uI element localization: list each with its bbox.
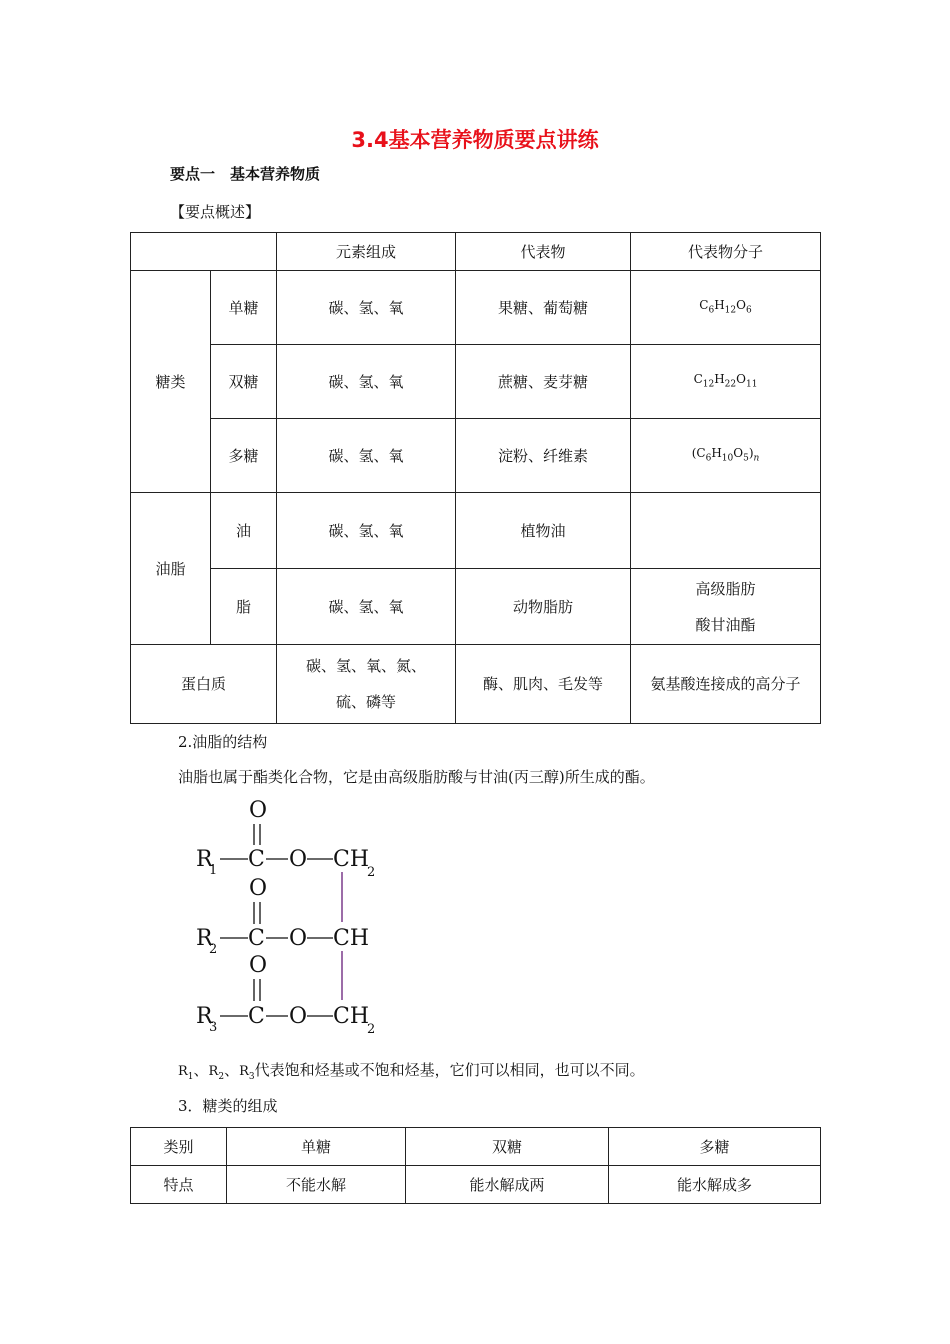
r-label: R: [208, 1064, 219, 1079]
table-row: [131, 493, 821, 569]
table-row: [131, 569, 821, 645]
rep-cell: 果糖、葡萄糖: [456, 271, 631, 345]
sub-cell: 双糖: [211, 345, 277, 419]
ch2-group: CH: [333, 1004, 370, 1029]
elements-cell: 碳、氢、氧: [277, 569, 456, 645]
r-note: [178, 1059, 645, 1082]
sub-cell: 油: [211, 493, 277, 569]
section-heading: 要点一 基本营养物质: [170, 165, 321, 183]
subsection-heading: 【要点概述】: [170, 203, 261, 221]
group-cell: 油脂: [131, 493, 211, 645]
table-header-row: [131, 1128, 821, 1166]
rep-cell: 淀粉、纤维素: [456, 419, 631, 493]
r-label: R: [239, 1064, 249, 1079]
header-cell: 元素组成: [277, 233, 456, 271]
separator: 、: [224, 1061, 240, 1079]
paragraph: 油脂也属于酯类化合物，它是由高级脂肪酸与甘油(丙三醇)所生成的酯。: [178, 768, 655, 786]
elements-cell: 碳、氢、氧: [277, 493, 456, 569]
rep-cell: 植物油: [456, 493, 631, 569]
oxygen-atom: O: [249, 953, 268, 978]
header-cell: [131, 233, 277, 271]
formula-cell: [631, 419, 821, 493]
r-subscript: 3: [248, 1072, 255, 1082]
table-cell: 能水解成多: [609, 1166, 821, 1204]
r-subscript: 1: [187, 1072, 194, 1082]
carbon-atom: C: [248, 926, 265, 951]
table-row: [131, 645, 821, 724]
group-cell: 蛋白质: [131, 645, 277, 724]
r-note-text: 代表饱和烃基或不饱和烃基，它们可以相同，也可以不同。: [254, 1061, 645, 1079]
separator: 、: [193, 1061, 209, 1079]
header-cell: 单糖: [227, 1128, 406, 1166]
oxygen-atom: O: [289, 1004, 308, 1029]
table-cell: 特点: [131, 1166, 227, 1204]
formula-cell: 氨基酸连接成的高分子: [631, 645, 821, 724]
elements-cell: 碳、氢、氧: [277, 271, 456, 345]
rep-cell: 酶、肌肉、毛发等: [456, 645, 631, 724]
group-cell: 糖类: [131, 271, 211, 493]
h-subscript: 2: [367, 1022, 376, 1037]
carbon-atom: C: [248, 1004, 265, 1029]
elements-cell: 碳、氢、氧: [277, 419, 456, 493]
r-subscript: 1: [209, 863, 218, 878]
r-group: R: [196, 1004, 213, 1029]
elements-line: 碳、氢、氧、氮、: [305, 657, 426, 675]
section-title: 3．糖类的组成: [178, 1097, 278, 1115]
page-title: 3.4基本营养物质要点讲练: [351, 128, 599, 152]
table-header-row: [131, 233, 821, 271]
formula-text: $C_{12}H_{22}O_{11}$: [693, 371, 758, 390]
formula-text: $(C_6H_{10}O_5)_n$: [691, 445, 760, 464]
rep-cell: 动物脂肪: [456, 569, 631, 645]
rep-cell: 蔗糖、麦芽糖: [456, 345, 631, 419]
table-cell: 能水解成两: [406, 1166, 609, 1204]
section-title: 2.油脂的结构: [178, 733, 268, 751]
sugar-table: [130, 1127, 821, 1204]
elements-cell: 碳、氢、氧: [277, 345, 456, 419]
r-subscript: 2: [218, 1072, 225, 1082]
triglyceride-structure: [180, 790, 420, 1040]
formula-cell: [631, 271, 821, 345]
r-group: R: [196, 926, 213, 951]
table-row: [131, 1166, 821, 1204]
header-cell: 双糖: [406, 1128, 609, 1166]
sub-cell: 单糖: [211, 271, 277, 345]
sub-cell: 多糖: [211, 419, 277, 493]
header-cell: 代表物: [456, 233, 631, 271]
ch-group: CH: [333, 926, 370, 951]
formula-cell: [631, 493, 821, 569]
table-cell: 不能水解: [227, 1166, 406, 1204]
oxygen-atom: O: [249, 798, 268, 823]
table-row: [131, 419, 821, 493]
r-subscript: 2: [209, 942, 218, 957]
sub-cell: 脂: [211, 569, 277, 645]
formula-text: $C_6H_{12}O_6$: [699, 297, 752, 316]
formula-cell: [631, 569, 821, 645]
h-subscript: 2: [367, 865, 376, 880]
table-row: [131, 271, 821, 345]
carbon-atom: C: [248, 847, 265, 872]
nutrient-table: [130, 232, 821, 724]
ch2-group: CH: [333, 847, 370, 872]
r-subscript: 3: [209, 1020, 218, 1035]
elements-line: 硫、磷等: [335, 693, 396, 711]
r-group: R: [196, 847, 213, 872]
oxygen-atom: O: [289, 847, 308, 872]
oxygen-atom: O: [249, 876, 268, 901]
elements-cell: [277, 645, 456, 724]
r-label: R: [178, 1064, 188, 1079]
header-cell: 多糖: [609, 1128, 821, 1166]
oxygen-atom: O: [289, 926, 308, 951]
formula-line: 高级脂肪: [695, 579, 756, 598]
formula-cell: [631, 345, 821, 419]
table-row: [131, 345, 821, 419]
formula-line: 酸甘油酯: [695, 615, 756, 634]
header-cell: 类别: [131, 1128, 227, 1166]
header-cell: 代表物分子: [631, 233, 821, 271]
